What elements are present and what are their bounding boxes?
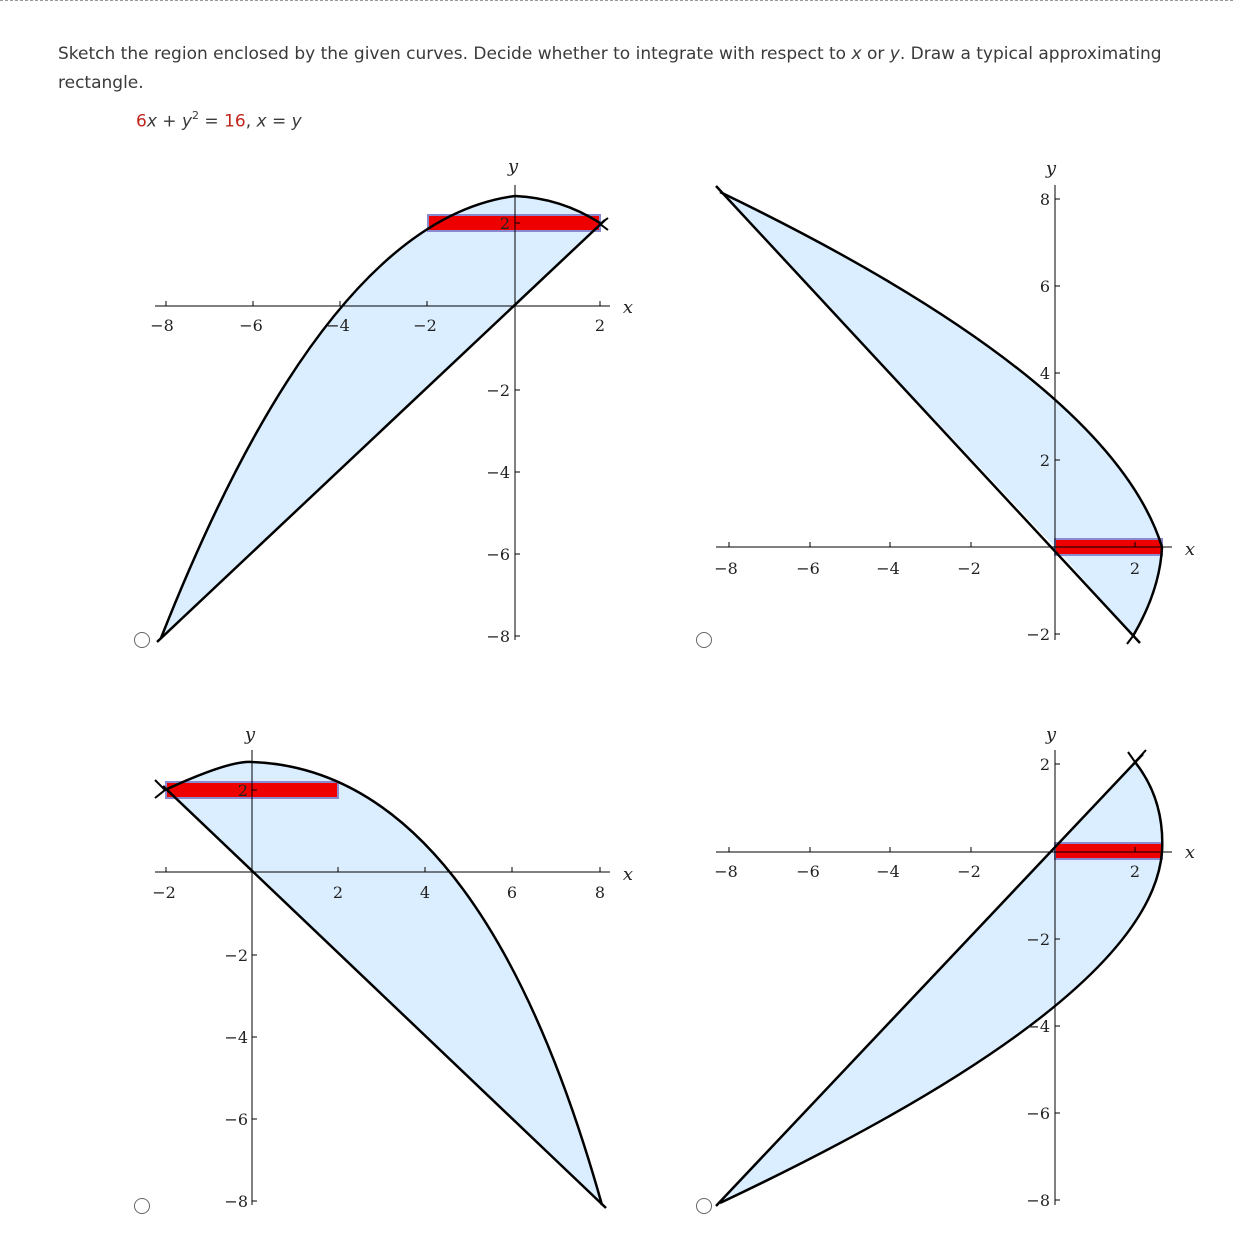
y-axis-label: y	[244, 724, 256, 745]
x-tick: −8	[714, 862, 738, 881]
y-axis-label: y	[1045, 724, 1057, 745]
y-tick: 2	[1039, 755, 1050, 774]
y-tick: −6	[1026, 1104, 1050, 1123]
y-tick: 2	[237, 781, 248, 800]
x-tick: −2	[957, 862, 981, 881]
y-tick: 2	[499, 214, 510, 233]
y-tick: −8	[224, 1192, 248, 1211]
x-axis-label: x	[622, 864, 634, 885]
y-tick: −2	[1026, 625, 1050, 644]
x-tick: 2	[1129, 862, 1141, 881]
x-tick: 2	[1129, 559, 1141, 578]
equation: $6x + y^2 = 16$, x = y	[136, 109, 302, 132]
y-tick: −4	[224, 1028, 248, 1047]
x-tick: −6	[796, 862, 820, 881]
y-tick: −8	[1026, 1191, 1050, 1210]
x-tick: 2	[332, 883, 344, 902]
x-tick: −4	[326, 316, 350, 335]
question-text: Sketch the region enclosed by the given curves. Decide whether to integrate with respect to x or y. Draw a typical approximating rectangle.	[58, 44, 1162, 93]
x-tick: −8	[150, 316, 174, 335]
x-tick: −2	[413, 316, 437, 335]
x-tick: −4	[876, 862, 900, 881]
y-tick: −8	[486, 627, 510, 646]
y-tick: −4	[486, 463, 510, 482]
y-tick: −4	[1026, 1017, 1050, 1036]
y-tick: 4	[1039, 364, 1050, 383]
y-tick: 6	[1039, 277, 1050, 296]
y-tick: 2	[1039, 451, 1050, 470]
x-tick: −6	[239, 316, 263, 335]
y-axis-label: y	[1045, 158, 1057, 179]
x-tick: −6	[796, 559, 820, 578]
x-axis-label: x	[622, 297, 634, 318]
y-tick: −2	[1026, 930, 1050, 949]
x-axis-label: x	[1184, 539, 1196, 560]
x-tick: −2	[957, 559, 981, 578]
y-tick: −6	[486, 545, 510, 564]
y-tick: −2	[224, 946, 248, 965]
x-tick: 8	[594, 883, 606, 902]
x-tick: 6	[506, 883, 518, 902]
x-tick: 2	[594, 316, 606, 335]
approx-rectangle	[1055, 843, 1162, 859]
x-tick: 4	[419, 883, 431, 902]
y-tick: 8	[1039, 190, 1050, 209]
x-tick: −4	[876, 559, 900, 578]
y-axis-label: y	[507, 156, 519, 177]
x-axis-label: x	[1184, 842, 1196, 863]
x-tick: −2	[152, 883, 176, 902]
x-tick: −8	[714, 559, 738, 578]
y-tick: −2	[486, 381, 510, 400]
y-tick: −6	[224, 1110, 248, 1129]
